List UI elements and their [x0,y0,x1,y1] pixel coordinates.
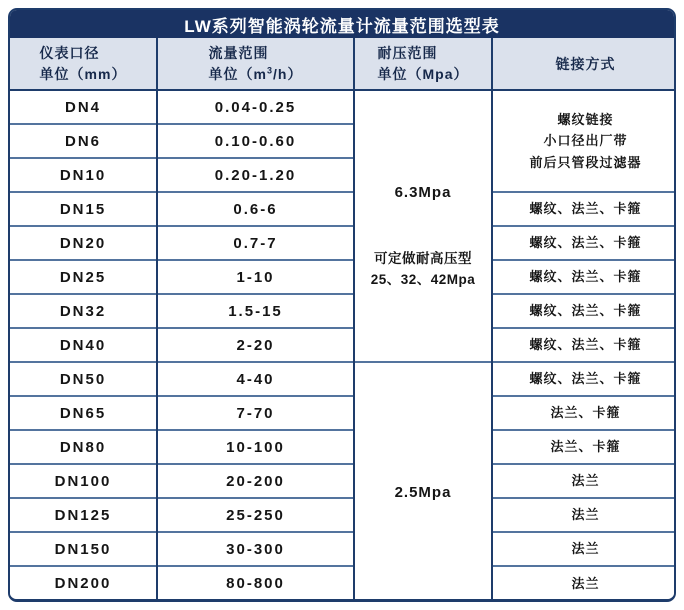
flow-range-cell: 20-200 [157,464,354,498]
connection-line: 法兰、卡箍 [550,405,621,421]
header-connection-label: 链接方式 [555,55,616,72]
diameter-cell: DN80 [10,430,157,464]
selection-table [10,38,676,600]
connection-cell [492,226,676,260]
pressure-cell [354,90,492,362]
pressure-note-line: 25、32、42Mpa [370,271,476,287]
table-row [10,260,676,294]
table-row [10,532,676,566]
connection-cell [492,328,676,362]
diameter-cell: DN20 [10,226,157,260]
flow-range-cell: 0.7-7 [157,226,354,260]
diameter-cell: DN15 [10,192,157,226]
diameter-cell: DN65 [10,396,157,430]
pressure-note [371,249,476,291]
table-row [10,328,676,362]
table-row [10,464,676,498]
connection-line: 法兰 [571,575,600,591]
connection-cell [492,90,676,192]
diameter-cell: DN200 [10,566,157,600]
connection-cell [492,566,676,600]
header-diameter-line1: 仪表口径 [39,44,100,61]
connection-line: 螺纹、法兰、卡箍 [529,269,642,285]
connection-line: 螺纹链接 [557,111,614,127]
connection-line: 前后只管段过滤器 [529,154,642,170]
connection-line: 法兰 [571,507,600,523]
pressure-value: 6.3Mpa [394,183,452,201]
connection-cell [492,260,676,294]
table-row [10,396,676,430]
table-row [10,226,676,260]
diameter-cell: DN125 [10,498,157,532]
connection-line: 螺纹、法兰、卡箍 [529,337,642,353]
connection-cell [492,532,676,566]
connection-cell [492,464,676,498]
connection-cell [492,294,676,328]
table-frame [8,8,676,602]
table-row [10,498,676,532]
table-row [10,362,676,396]
header-pressure-line1: 耐压范围 [377,44,438,61]
pressure-value: 2.5Mpa [394,484,452,501]
table-row [10,192,676,226]
header-pressure-line2: 单位（Mpa） [377,65,469,82]
table-row [10,90,676,124]
table-row [10,566,676,600]
selection-table-panel [8,8,676,602]
flow-range-cell: 1-10 [157,260,354,294]
header-flow-line1: 流量范围 [208,44,269,61]
connection-line: 小口径出厂带 [543,133,628,149]
table-row [10,430,676,464]
pressure-cell-content [355,162,491,291]
diameter-cell: DN25 [10,260,157,294]
diameter-cell: DN6 [10,124,157,158]
flow-range-cell: 7-70 [157,396,354,430]
header-flow [157,38,354,90]
connection-line: 螺纹、法兰、卡箍 [529,235,642,251]
connection-line: 螺纹、法兰、卡箍 [529,303,642,319]
pressure-cell-content [355,462,491,501]
diameter-cell: DN4 [10,90,157,124]
diameter-cell: DN150 [10,532,157,566]
header-connection [492,38,676,90]
flow-range-cell: 80-800 [157,566,354,600]
flow-range-cell: 0.20-1.20 [157,158,354,192]
flow-range-cell: 4-40 [157,362,354,396]
connection-line: 法兰 [571,473,600,489]
pressure-note-line: 可定做耐高压型 [374,250,472,266]
flow-range-cell: 30-300 [157,532,354,566]
connection-cell [492,396,676,430]
header-diameter [10,38,157,90]
diameter-cell: DN32 [10,294,157,328]
connection-cell [492,430,676,464]
page-title: LW系列智能涡轮流量计流量范围选型表 [10,10,674,38]
flow-range-cell: 0.10-0.60 [157,124,354,158]
diameter-cell: DN10 [10,158,157,192]
header-row [10,38,676,90]
connection-line: 螺纹、法兰、卡箍 [529,371,642,387]
connection-cell [492,192,676,226]
table-header [10,38,676,90]
diameter-cell: DN50 [10,362,157,396]
connection-line: 法兰 [571,541,600,557]
flow-range-cell: 0.6-6 [157,192,354,226]
diameter-cell: DN100 [10,464,157,498]
connection-line: 螺纹、法兰、卡箍 [529,201,642,217]
diameter-cell: DN40 [10,328,157,362]
flow-range-cell: 1.5-15 [157,294,354,328]
flow-range-cell: 2-20 [157,328,354,362]
table-row [10,294,676,328]
header-pressure [354,38,492,90]
flow-range-cell: 0.04-0.25 [157,90,354,124]
connection-cell [492,498,676,532]
flow-range-cell: 25-250 [157,498,354,532]
header-diameter-line2: 单位（mm） [39,65,127,82]
cubic-superscript: 3 [266,64,273,75]
table-body [10,90,676,600]
pressure-cell [354,362,492,600]
connection-cell [492,362,676,396]
flow-range-cell: 10-100 [157,430,354,464]
header-flow-line2: 单位$(m^3/h)$ [208,64,303,82]
connection-line: 法兰、卡箍 [550,439,621,455]
